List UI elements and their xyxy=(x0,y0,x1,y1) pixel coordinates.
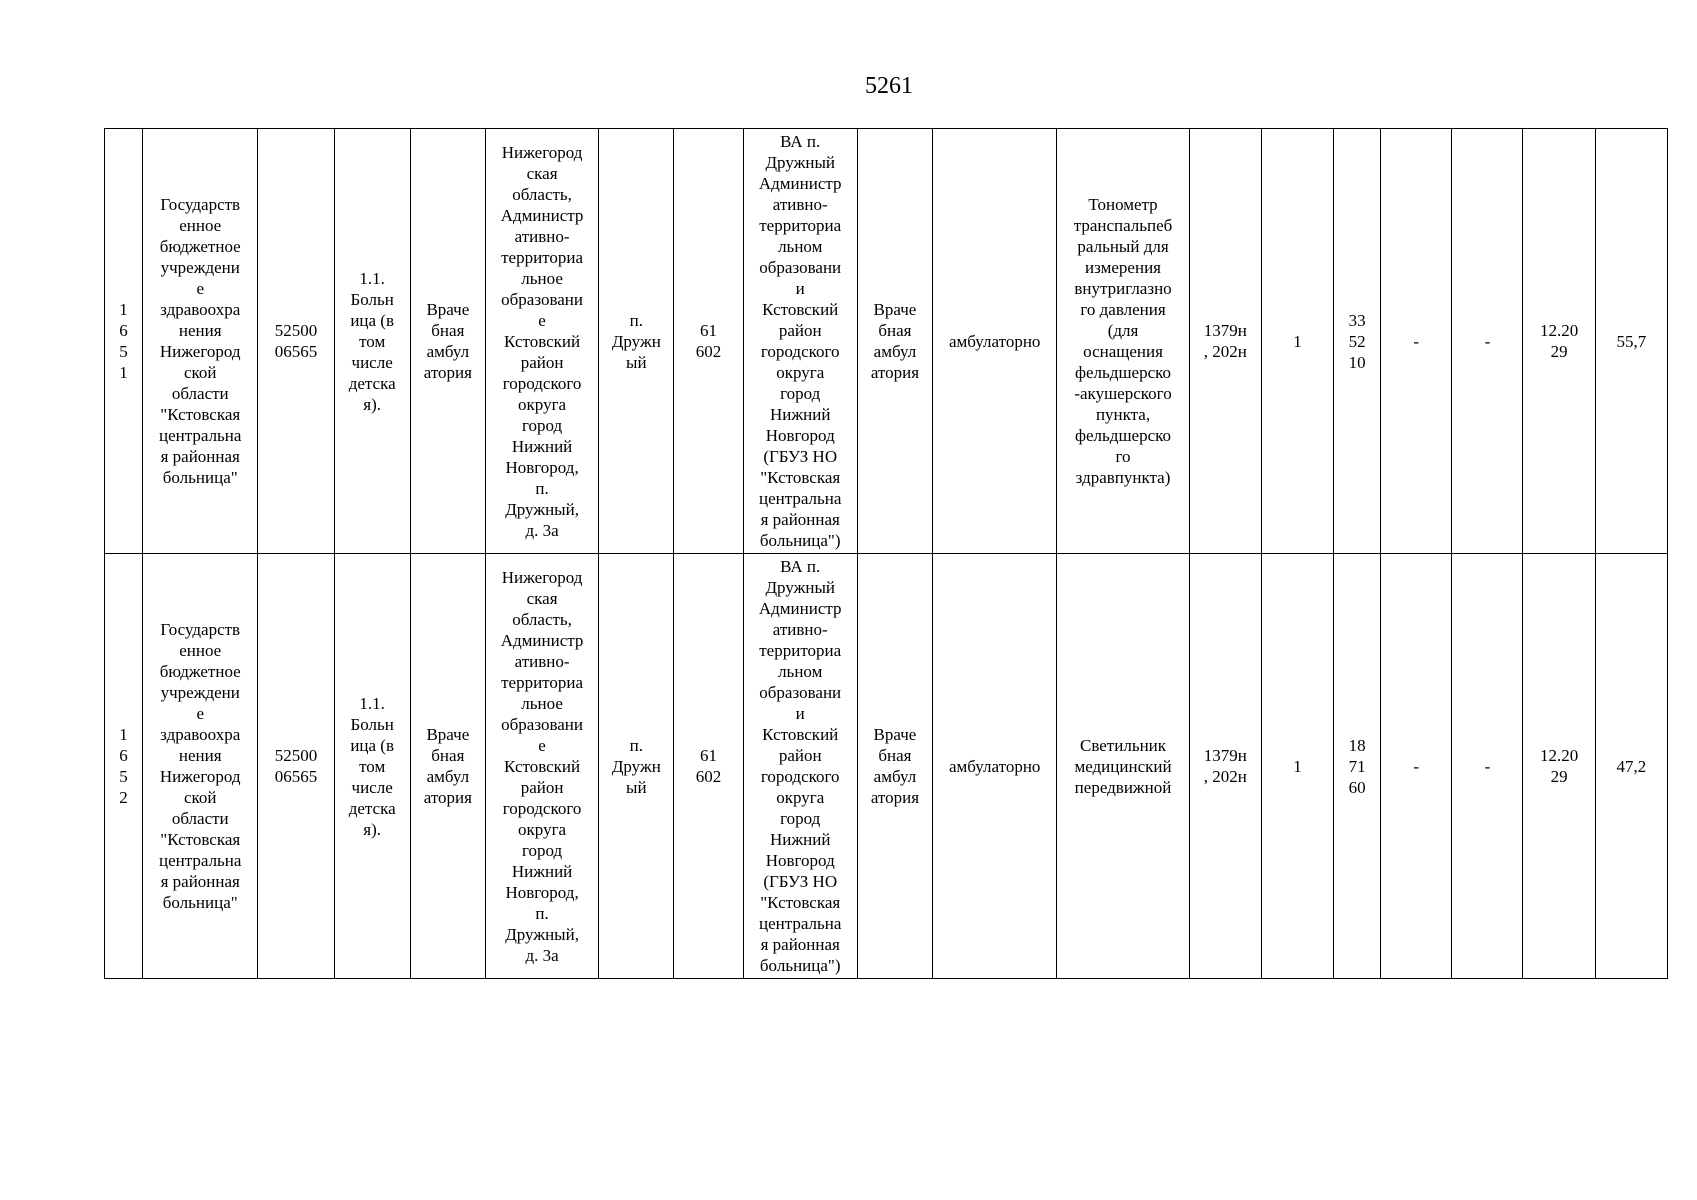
oktmo-cell: 61 602 xyxy=(674,129,743,554)
unit-name-cell: ВА п. Дружный Администр ативно- территориа льном образовани и Кстовский район городского округа город Нижний Новгород (ГБУЗ НО "Кстовская центральна я районная больница") xyxy=(743,554,857,979)
equipment-name-cell: Светильник медицинский передвижной xyxy=(1057,554,1189,979)
settlement-cell: п. Дружн ый xyxy=(599,554,674,979)
value-cell: 47,2 xyxy=(1595,554,1667,979)
order-ref-cell: 1379н , 202н xyxy=(1189,554,1261,979)
care-form-cell: амбулаторно xyxy=(933,554,1057,979)
unit-type-2-cell: Враче бная амбул атория xyxy=(857,129,932,554)
unit-type-cell: Враче бная амбул атория xyxy=(410,554,485,979)
equipment-name-cell: Тонометр транспальпеб ральный для измерения внутриглазно го давления (для оснащения фельдшерско -акушерского пункта, фельдшерско го здравпункта) xyxy=(1057,129,1189,554)
organization-cell: Государств енное бюджетное учреждени е здравоохра нения Нижегород ской области "Кстовская центральна я районная больница" xyxy=(143,129,258,554)
inn-cell: 52500 06565 xyxy=(258,554,334,979)
inn-cell: 52500 06565 xyxy=(258,129,334,554)
equipment-table xyxy=(104,128,1668,979)
quantity-cell: 1 xyxy=(1261,129,1333,554)
row-number-cell: 1 6 5 1 xyxy=(105,129,143,554)
value-cell: 55,7 xyxy=(1595,129,1667,554)
facility-type-cell: 1.1. Больн ица (в том числе детска я). xyxy=(334,554,410,979)
facility-type-cell: 1.1. Больн ица (в том числе детска я). xyxy=(334,129,410,554)
organization-cell: Государств енное бюджетное учреждени е здравоохра нения Нижегород ской области "Кстовская центральна я районная больница" xyxy=(143,554,258,979)
address-cell: Нижегород ская область, Администр ативно- территориа льное образовани е Кстовский район городского округа город Нижний Новгород, п. Дружный, д. 3а xyxy=(485,129,598,554)
address-cell: Нижегород ская область, Администр ативно- территориа льное образовани е Кстовский район городского округа город Нижний Новгород, п. Дружный, д. 3а xyxy=(485,554,598,979)
unit-name-cell: ВА п. Дружный Администр ативно- территориа льном образовани и Кстовский район городского округа город Нижний Новгород (ГБУЗ НО "Кстовская центральна я районная больница") xyxy=(743,129,857,554)
oktmo-cell: 61 602 xyxy=(674,554,743,979)
settlement-cell: п. Дружн ый xyxy=(599,129,674,554)
order-ref-cell: 1379н , 202н xyxy=(1189,129,1261,554)
dash-cell-1: - xyxy=(1381,129,1452,554)
table-row xyxy=(105,554,1668,979)
unit-type-cell: Враче бная амбул атория xyxy=(410,129,485,554)
dash-cell-2: - xyxy=(1452,129,1523,554)
page-number: 5261 xyxy=(865,73,913,99)
row-number-cell: 1 6 5 2 xyxy=(105,554,143,979)
dash-cell-2: - xyxy=(1452,554,1523,979)
code-cell: 33 52 10 xyxy=(1334,129,1381,554)
date-cell: 12.20 29 xyxy=(1523,554,1595,979)
care-form-cell: амбулаторно xyxy=(933,129,1057,554)
dash-cell-1: - xyxy=(1381,554,1452,979)
quantity-cell: 1 xyxy=(1261,554,1333,979)
code-cell: 18 71 60 xyxy=(1334,554,1381,979)
unit-type-2-cell: Враче бная амбул атория xyxy=(857,554,932,979)
table-row xyxy=(105,129,1668,554)
date-cell: 12.20 29 xyxy=(1523,129,1595,554)
